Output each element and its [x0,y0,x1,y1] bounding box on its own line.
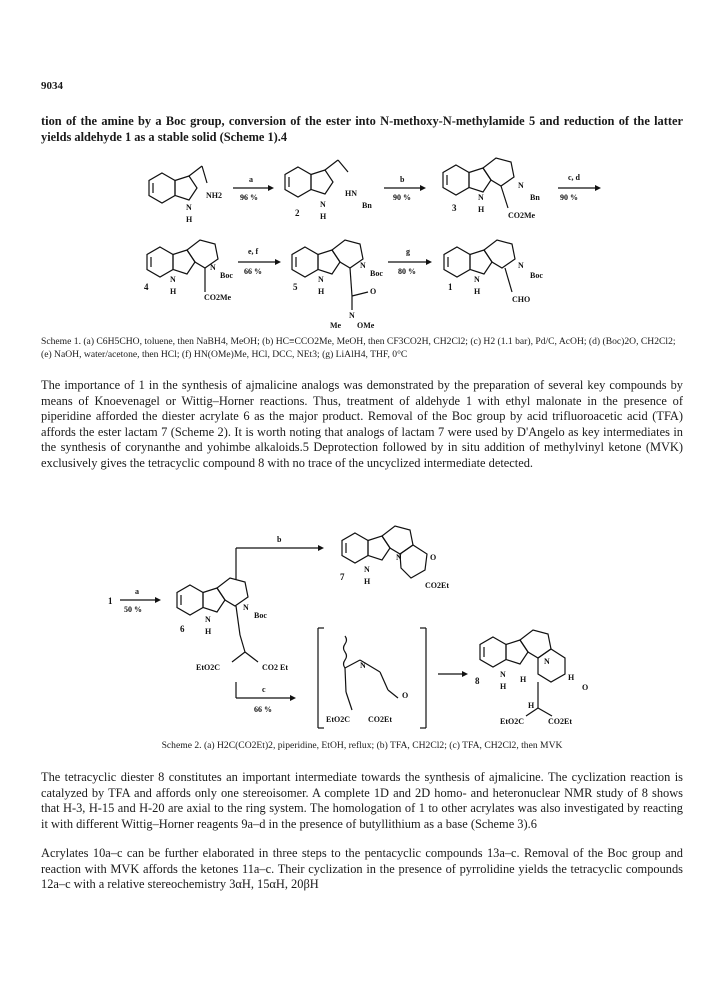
n-label-7: N [396,553,402,562]
compound-8-label: 8 [475,676,480,686]
nh-label-7: N [364,565,370,574]
paragraph-3: The tetracyclic diester 8 constitutes an important intermediate towards the synthesis of ajmalicine. The cyclization reaction is catalyzed by TFA and affords only one stereoisomer. A complete 1D and 2D homo- and heteronuclear NMR study of 8 shows that H-3, H-15 and H-20 are axial to the ring system. The homologation of 1 to other acrylates was also investigated by reacting it with different Wittig–Horner reagents 9a–d in the presence of butyllithium as a base (Scheme 3).6 [41,770,683,831]
h-label-8: H [500,682,507,691]
o-label-int: O [402,691,409,700]
reagent-g: g [406,247,410,256]
nh-label-1: N [474,275,480,284]
yield-a2: 50 % [124,605,142,614]
compound-4-label: 4 [144,282,149,292]
compound-3-label: 3 [452,203,457,213]
co2et-label-int: CO2Et [368,715,392,724]
yield-ef: 66 % [244,267,262,276]
o-label-7: O [430,553,437,562]
reagent-a2: a [135,587,139,596]
boc-label-5: Boc [370,269,383,278]
scheme-1-caption: Scheme 1. (a) C6H5CHO, toluene, then NaBH4, MeOH; (b) HC≡CCO2Me, MeOH, then CF3CO2H, CH2Cl2; (c) H2 (1.1 bar), Pd/C, AcOH; (d) (Boc)2O, CH2Cl2; (e) NaOH, water/acetone, then HCl; (f) HN(OMe)Me, HCl, DCC, NEt3; (g) LiAlH4, THF, 0°C [41,336,676,360]
reagent-b2: b [277,535,282,544]
nh-label-5: N [318,275,324,284]
eto2c-label-8: EtO2C [500,717,524,726]
compound-2-label: 2 [295,208,300,218]
eto2c-label-int: EtO2C [326,715,350,724]
reagent-cd: c, d [568,173,580,182]
start-compound-1: 1 [108,596,113,606]
h-label-2: H [186,215,193,224]
n-label-1: N [518,261,524,270]
boc-label-6: Boc [254,611,267,620]
paragraph-intro: tion of the amine by a Boc group, conversion of the ester into N-methoxy-N-methylamide 5 and reduction of the latter yields aldehyde 1 as a stable solid (Scheme 1).4 [41,114,683,144]
h-label-6: H [205,627,212,636]
co2et-label-6: CO2 Et [262,663,288,672]
co2me-label-3: CO2Me [508,211,536,220]
reagent-ef: e, f [248,247,259,256]
ome-label: OMe [357,321,375,330]
co2et-label-8: CO2Et [548,717,572,726]
compound-7-label: 7 [340,572,345,582]
compound-6-structure [177,578,248,615]
nh-label-3: N [478,193,484,202]
nh2-label: NH2 [206,191,222,200]
h-label-3: H [478,205,485,214]
n-label-weinreb: N [349,311,355,320]
eto2c-label-6: EtO2C [196,663,220,672]
n-label-6: N [243,603,249,612]
cho-label: CHO [512,295,531,304]
bn-label-1: Bn [362,201,372,210]
paragraph-2: The importance of 1 in the synthesis of ajmalicine analogs was demonstrated by the preparation of several key compounds by means of Knoevenagel or Wittig–Horner reactions. Thus, treatment of aldehyde 1 with ethyl malonate in the presence of piperidine afforded the diester acrylate 6 as the major product. Removal of the Boc group by acid trifluoroacetic acid (TFA) affords the ester lactam 7 (Scheme 2). It is worth noting that analogs of lactam 7 were used by D'Angelo as key intermediates in the synthesis of corynanthe and yohimbe alkaloids.5 Deprotection followed by in situ addition of methylvinyl ketone (MVK) exclusively gives the tetracyclic compound 8 with no trace of the uncyclized intermediate detected. [41,378,683,470]
boc-label-4: Boc [220,271,233,280]
h3-label-8: H [520,675,527,684]
compound-6-label: 6 [180,624,185,634]
n-label-3: N [518,181,524,190]
h15-label-8: H [528,701,535,710]
yield-b: 90 % [393,193,411,202]
nh-label-b: N [320,200,326,209]
nh-label-8: N [500,670,506,679]
yield-g: 80 % [398,267,416,276]
n-label-8: N [544,657,550,666]
nh-label-2: N [186,203,192,212]
hn-label: HN [345,189,357,198]
nh-label-6: N [205,615,211,624]
n-label-4: N [210,263,216,272]
bn-label-3: Bn [530,193,540,202]
page-number: 9034 [41,80,63,92]
h20-label-8: H [568,673,575,682]
h-label-5: H [318,287,325,296]
reagent-b: b [400,175,405,184]
h-label-b: H [320,212,327,221]
yield-c2: 66 % [254,705,272,714]
n-label-int: N [360,661,366,670]
h-label-1: H [474,287,481,296]
boc-label-1: Boc [530,271,543,280]
yield-cd: 90 % [560,193,578,202]
co2me-label-4: CO2Me [204,293,232,302]
compound-7-structure [342,526,427,578]
h-label-7: H [364,577,371,586]
scheme-2-caption: Scheme 2. (a) H2C(CO2Et)2, piperidine, EtOH, reflux; (b) TFA, CH2Cl2; (c) TFA, CH2Cl2, then MVK [161,740,563,751]
yield-a: 96 % [240,193,258,202]
o-label-8: O [582,683,589,692]
reagent-c2: c [262,685,266,694]
me-label: Me [330,321,342,330]
co2et-label-7: CO2Et [425,581,449,590]
h-label-4: H [170,287,177,296]
n-label-5: N [360,261,366,270]
reagent-a: a [249,175,253,184]
compound-5-label: 5 [293,282,298,292]
paragraph-4: Acrylates 10a–c can be further elaborated in three steps to the pentacyclic compounds 13a–c. Removal of the Boc group and reaction with MVK affords the ketones 11a–c. Their cyclization in the presence of pyrrolidine yields the tetracyclic compounds 12a–c with a relative stereochemistry 3αH, 15αH, 20βH [41,846,683,892]
compound-1-label: 1 [448,282,453,292]
nh-label-4: N [170,275,176,284]
o-label-5: O [370,287,377,296]
